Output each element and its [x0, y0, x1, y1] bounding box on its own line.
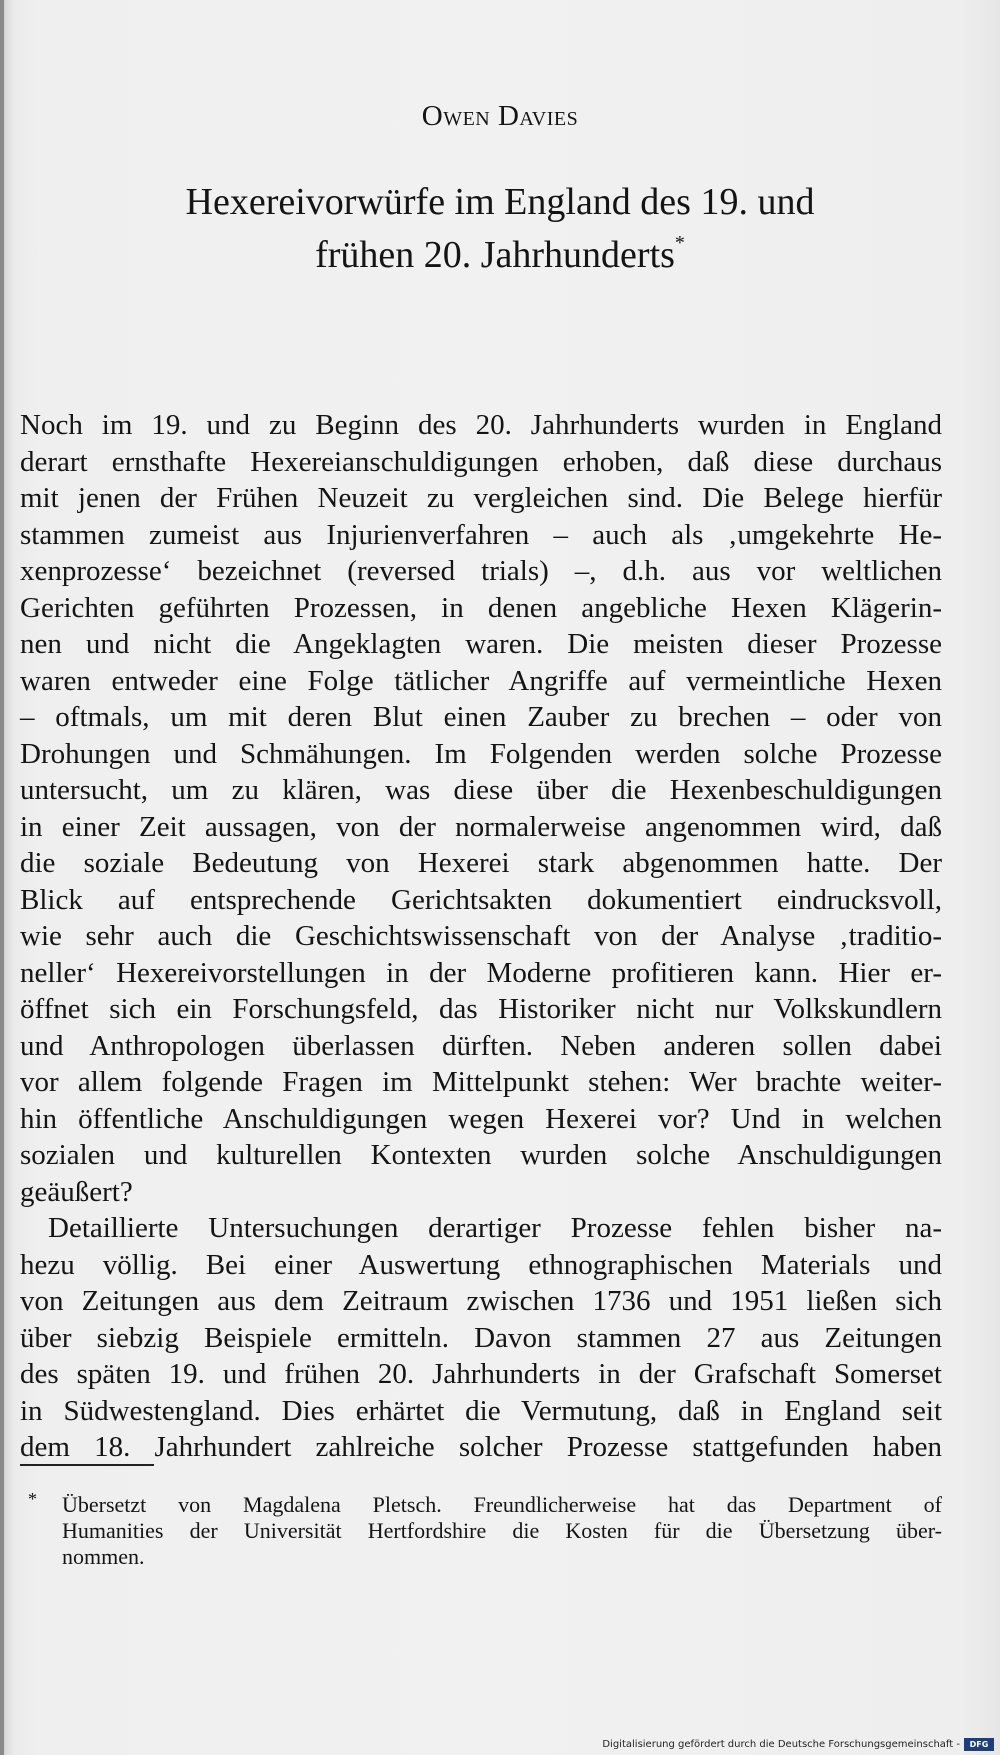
- body-line: untersucht, um zu klären, was diese über die Hexenbeschuldigungen: [20, 774, 942, 806]
- body-line: über siebzig Beispiele ermitteln. Davon stammen 27 aus Zeitungen: [20, 1321, 942, 1354]
- footnote-line: Humanities der Universität Hertfordshire die Kosten für die Übersetzung über-: [62, 1518, 942, 1543]
- author-name: Owen Davies: [421, 100, 579, 132]
- body-line: stammen zumeist aus Injurienverfahren – auch als ‚umgekehrte He-: [20, 518, 942, 551]
- body-text: [20, 407, 942, 1466]
- body-line: in einer Zeit aussagen, von der normalerweise angenommen wird, daß: [20, 810, 942, 843]
- article-title: [60, 176, 940, 282]
- body-line: Blick auf entsprechende Gerichtsakten dokumentiert eindrucksvoll,: [20, 883, 942, 916]
- title-line-1: Hexereivorwürfe im England des 19. und: [185, 181, 815, 223]
- body-line: Drohungen und Schmähungen. Im Folgenden werden solche Prozesse: [20, 737, 942, 770]
- body-line: waren entweder eine Folge tätlicher Angriffe auf vermeintliche Hexen: [20, 664, 942, 697]
- title-line-2: [60, 229, 940, 282]
- digitization-credit: [602, 1738, 994, 1751]
- body-line: hezu völlig. Bei einer Auswertung ethnographischen Materials und: [20, 1248, 942, 1281]
- dfg-logo: DFG: [964, 1738, 994, 1751]
- body-line: in Südwestengland. Dies erhärtet die Vermutung, daß in England seit: [20, 1394, 942, 1427]
- footnote-divider: [20, 1464, 154, 1466]
- body-line: die soziale Bedeutung von Hexerei stark abgenommen hatte. Der: [20, 847, 942, 879]
- body-line: Noch im 19. und zu Beginn des 20. Jahrhunderts wurden in England: [20, 409, 942, 441]
- footnote-line: nommen.: [62, 1544, 145, 1569]
- footnote-mark: *: [28, 1489, 37, 1509]
- body-line: derart ernsthafte Hexereianschuldigungen erhoben, daß diese durchaus: [20, 445, 942, 478]
- body-line: Detaillierte Untersuchungen derartiger Prozesse fehlen bisher na-: [48, 1212, 942, 1244]
- body-line: mit jenen der Frühen Neuzeit zu vergleichen sind. Die Belege hierfür: [20, 482, 942, 514]
- body-line: wie sehr auch die Geschichtswissenschaft von der Analyse ‚traditio-: [20, 920, 942, 952]
- body-line: sozialen und kulturellen Kontexten wurden solche Anschuldigungen: [20, 1139, 942, 1171]
- body-line: – oftmals, um mit deren Blut einen Zauber zu brechen – oder von: [20, 701, 942, 733]
- body-line: geäußert?: [20, 1175, 133, 1208]
- body-line: des späten 19. und frühen 20. Jahrhunderts in der Grafschaft Somerset: [20, 1358, 942, 1390]
- page-edge: [0, 0, 4, 1755]
- body-line: neller‘ Hexereivorstellungen in der Moderne profitieren kann. Hier er-: [20, 956, 942, 989]
- body-line: und Anthropologen überlassen dürften. Neben anderen sollen dabei: [20, 1029, 942, 1062]
- footnote-line: Übersetzt von Magdalena Pletsch. Freundlicherweise hat das Department of: [62, 1492, 942, 1517]
- footnote: [20, 1489, 942, 1570]
- credit-text: Digitalisierung gefördert durch die Deutsche Forschungsgemeinschaft -: [602, 1739, 960, 1750]
- body-line: vor allem folgende Fragen im Mittelpunkt stehen: Wer brachte weiter-: [20, 1066, 942, 1098]
- body-line: Gerichten geführten Prozessen, in denen angebliche Hexen Klägerin-: [20, 591, 942, 624]
- body-line: von Zeitungen aus dem Zeitraum zwischen 1736 und 1951 ließen sich: [20, 1285, 942, 1317]
- title-footnote-mark: *: [674, 232, 685, 254]
- body-line: nen und nicht die Angeklagten waren. Die meisten dieser Prozesse: [20, 628, 942, 660]
- title-line-2-text: frühen 20. Jahrhunderts: [315, 234, 675, 276]
- body-line: öffnet sich ein Forschungsfeld, das Historiker nicht nur Volkskundlern: [20, 993, 942, 1025]
- body-line: xenprozesse‘ bezeichnet (reversed trials) –, d.h. aus vor weltlichen: [20, 555, 942, 587]
- body-line: hin öffentliche Anschuldigungen wegen Hexerei vor? Und in welchen: [20, 1102, 942, 1135]
- body-line: dem 18. Jahrhundert zahlreiche solcher Prozesse stattgefunden haben: [20, 1431, 942, 1463]
